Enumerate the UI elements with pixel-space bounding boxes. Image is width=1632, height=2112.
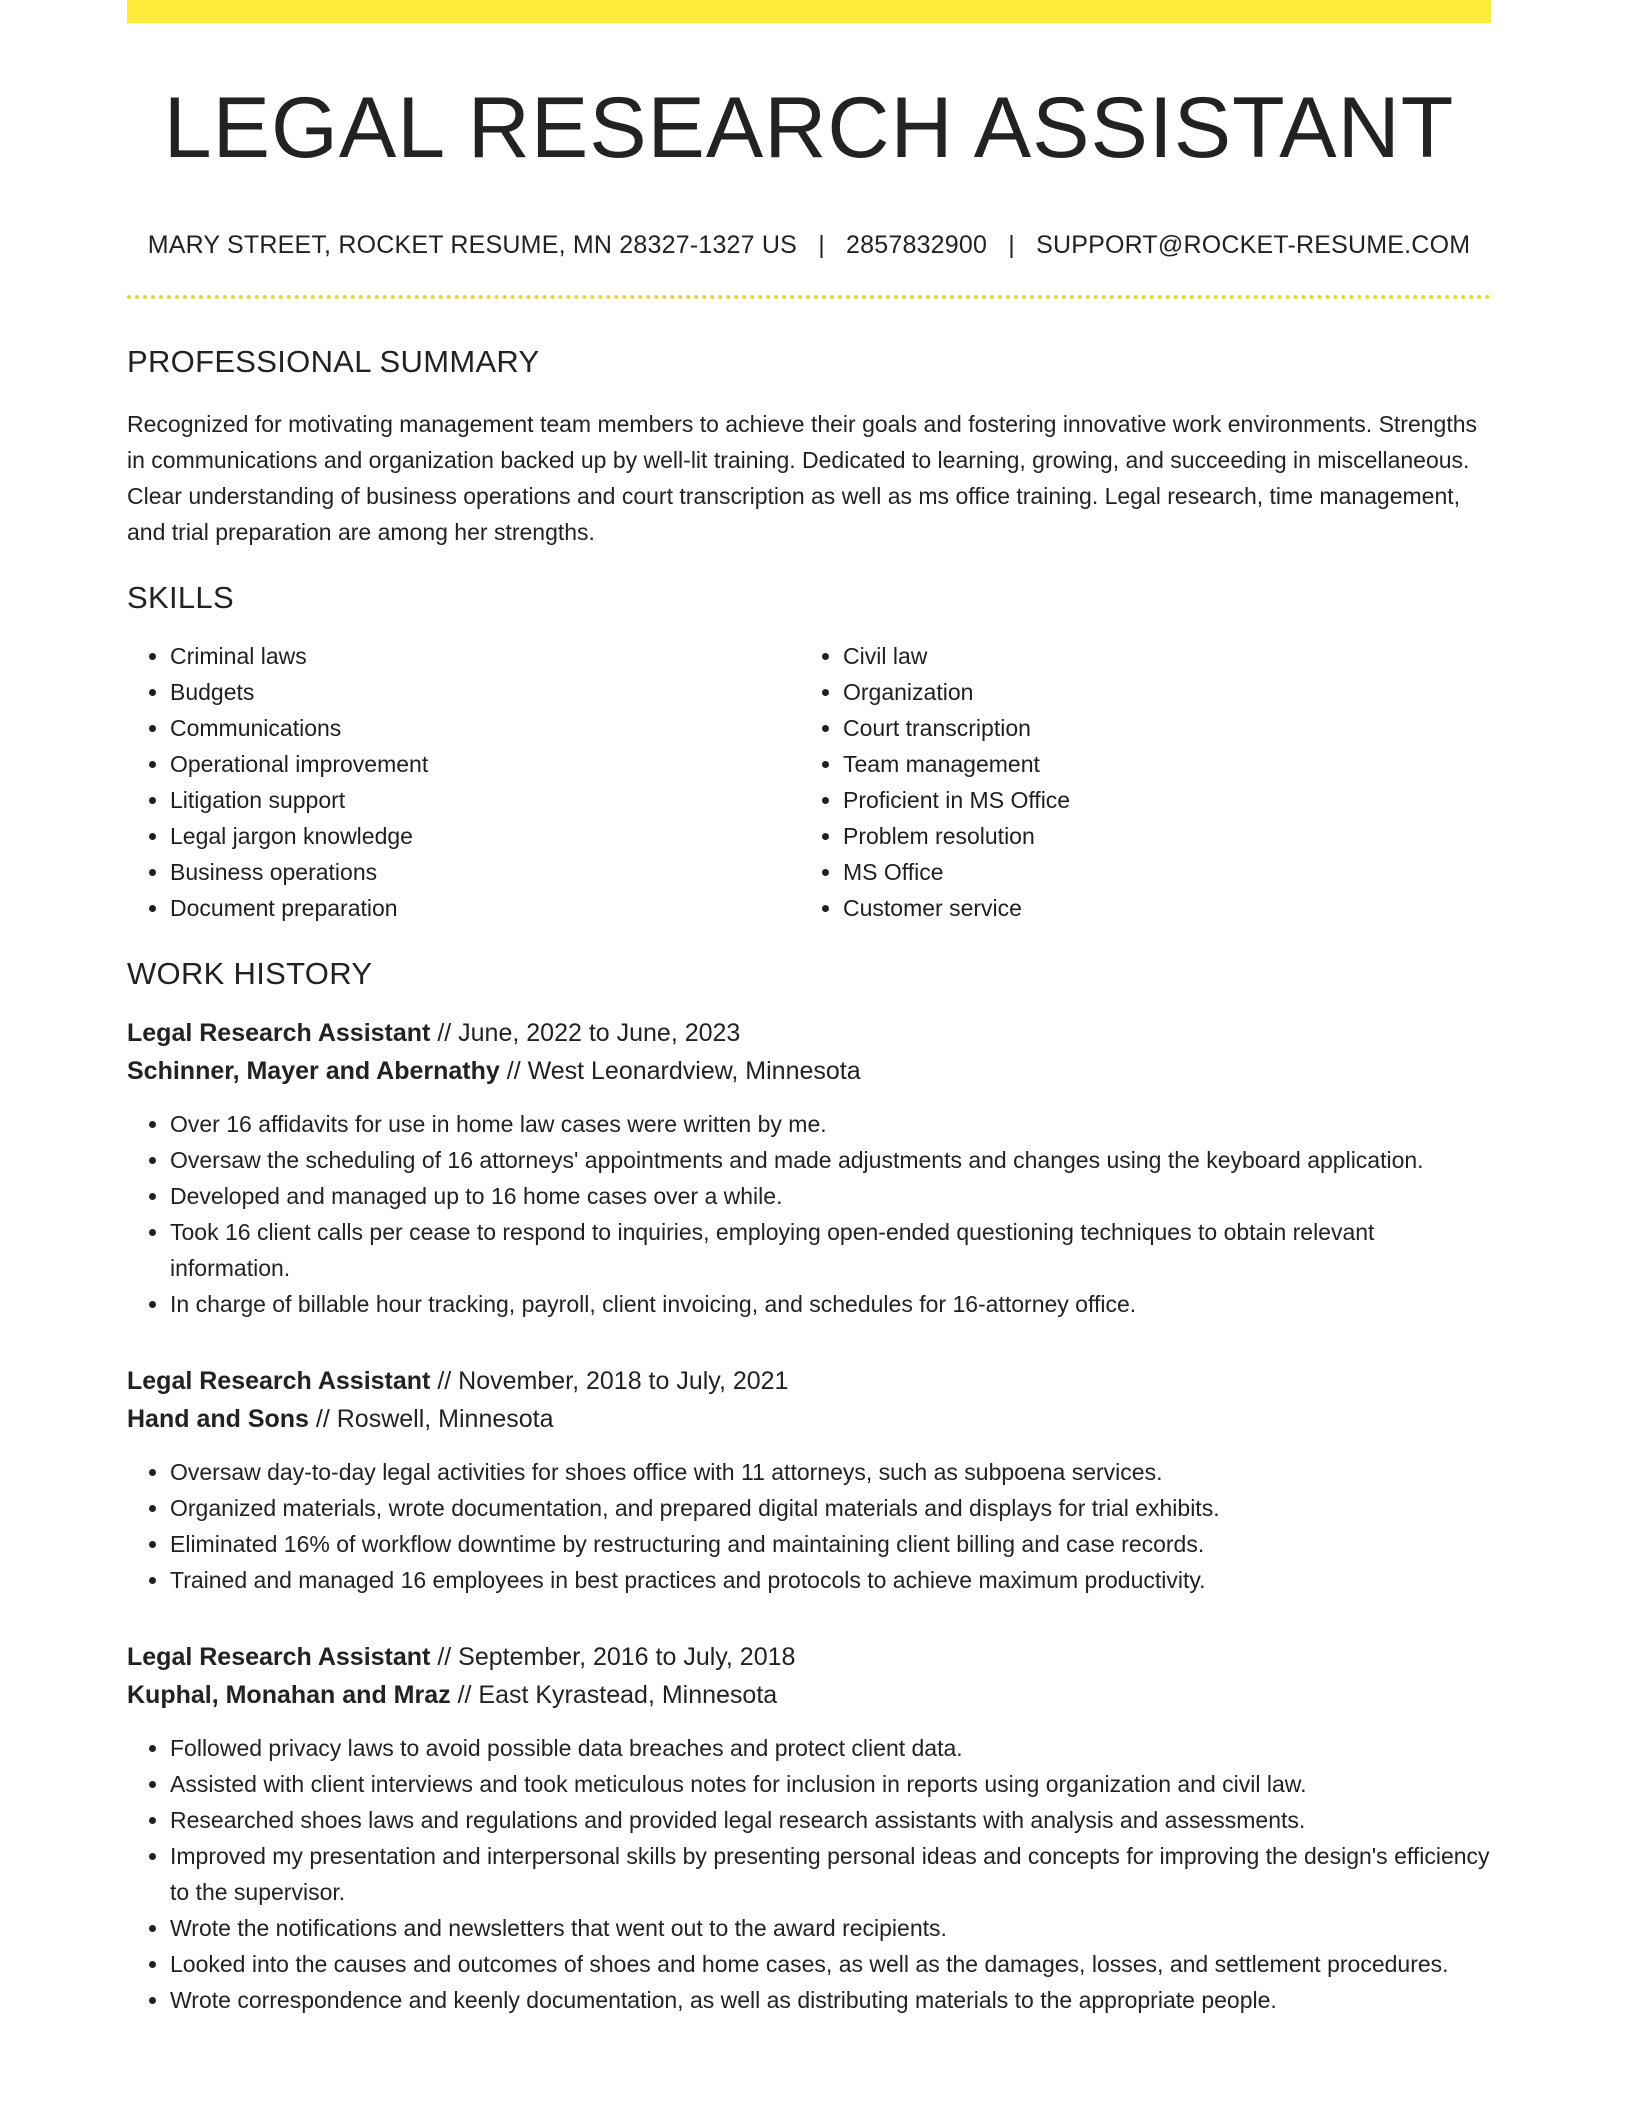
- skill-item: • Court transcription: [843, 710, 1473, 746]
- skill-item: • Legal jargon knowledge: [170, 818, 800, 854]
- job-entry: [127, 1014, 1491, 1322]
- skill-item: • Problem resolution: [843, 818, 1473, 854]
- resume-page: [127, 0, 1491, 2018]
- job-bullet: • In charge of billable hour tracking, payroll, client invoicing, and schedules for 16-attorney office.: [170, 1286, 1491, 1322]
- job-dates: // June, 2022 to June, 2023: [430, 1019, 741, 1047]
- skill-item: • Business operations: [170, 854, 800, 890]
- job-title-line: [127, 1638, 1491, 1676]
- job-bullet: • Over 16 affidavits for use in home law cases were written by me.: [170, 1106, 1491, 1142]
- job-bullet: • Looked into the causes and outcomes of shoes and home cases, as well as the damages, losses, and settlement procedures.: [170, 1946, 1491, 1982]
- job-location: // Roswell, Minnesota: [308, 1405, 554, 1433]
- job-bullet: • Followed privacy laws to avoid possible data breaches and protect client data.: [170, 1730, 1491, 1766]
- job-location: // West Leonardview, Minnesota: [499, 1057, 861, 1085]
- job-bullet: • Assisted with client interviews and took meticulous notes for inclusion in reports using organization and civil law.: [170, 1766, 1491, 1802]
- skill-item: • Team management: [843, 746, 1473, 782]
- job-company: Hand and Sons: [127, 1405, 309, 1433]
- skills-heading: SKILLS: [127, 580, 234, 615]
- skill-item: • Customer service: [843, 890, 1473, 926]
- job-bullet: • Improved my presentation and interpersonal skills by presenting personal ideas and concepts for improving the design's efficiency to the supervisor.: [170, 1838, 1491, 1910]
- job-title-line: [127, 1362, 1491, 1400]
- job-bullet: • Oversaw day-to-day legal activities for shoes office with 11 attorneys, such as subpoena services.: [170, 1454, 1491, 1490]
- work-history-heading: WORK HISTORY: [127, 956, 373, 991]
- job-company: Kuphal, Monahan and Mraz: [127, 1681, 451, 1709]
- job-role: Legal Research Assistant: [127, 1643, 431, 1671]
- skills-grid: [127, 638, 1491, 926]
- contact-line: [127, 231, 1491, 260]
- summary-heading: PROFESSIONAL SUMMARY: [127, 344, 540, 379]
- job-location: // East Kyrastead, Minnesota: [450, 1681, 778, 1709]
- dotted-divider: [127, 295, 1491, 299]
- job-entry: [127, 1638, 1491, 2018]
- address: MARY STREET, ROCKET RESUME, MN 28327-1327 US: [147, 231, 798, 259]
- separator: |: [818, 231, 825, 259]
- job-bullet: • Took 16 client calls per cease to respond to inquiries, employing open-ended questioning techniques to obtain relevant information.: [170, 1214, 1491, 1286]
- resume-title: LEGAL RESEARCH ASSISTANT: [163, 80, 1455, 176]
- accent-bar: [127, 0, 1491, 23]
- job-company: Schinner, Mayer and Abernathy: [127, 1057, 500, 1085]
- job-company-line: [127, 1052, 1491, 1090]
- skill-item: • MS Office: [843, 854, 1473, 890]
- phone: 2857832900: [846, 231, 988, 259]
- job-entry: [127, 1362, 1491, 1598]
- skill-item: • Organization: [843, 674, 1473, 710]
- job-bullet: • Wrote the notifications and newsletters that went out to the award recipients.: [170, 1910, 1491, 1946]
- job-bullet: • Organized materials, wrote documentation, and prepared digital materials and displays for trial exhibits.: [170, 1490, 1491, 1526]
- job-bullet: • Oversaw the scheduling of 16 attorneys' appointments and made adjustments and changes using the keyboard application.: [170, 1142, 1491, 1178]
- job-bullet: • Developed and managed up to 16 home cases over a while.: [170, 1178, 1491, 1214]
- job-role: Legal Research Assistant: [127, 1367, 431, 1395]
- job-bullets: [127, 1106, 1491, 1322]
- skill-item: • Proficient in MS Office: [843, 782, 1473, 818]
- job-dates: // November, 2018 to July, 2021: [430, 1367, 789, 1395]
- separator: |: [1008, 231, 1015, 259]
- skill-item: • Litigation support: [170, 782, 800, 818]
- skills-list-right: [800, 638, 1473, 926]
- job-company-line: [127, 1676, 1491, 1714]
- skill-item: • Criminal laws: [170, 638, 800, 674]
- job-bullet: • Trained and managed 16 employees in best practices and protocols to achieve maximum productivity.: [170, 1562, 1491, 1598]
- email: SUPPORT@ROCKET-RESUME.COM: [1036, 231, 1471, 259]
- skill-item: • Operational improvement: [170, 746, 800, 782]
- skill-item: • Budgets: [170, 674, 800, 710]
- job-bullet: • Wrote correspondence and keenly documentation, as well as distributing materials to the appropriate people.: [170, 1982, 1491, 2018]
- skill-item: • Document preparation: [170, 890, 800, 926]
- skill-item: • Civil law: [843, 638, 1473, 674]
- job-bullets: [127, 1730, 1491, 2018]
- skills-list-left: [127, 638, 800, 926]
- summary-text: Recognized for motivating management team members to achieve their goals and fostering innovative work environments. Strengths in communications and organization backed up by well-lit training. Dedicated to learning, growing, and succeeding in miscellaneous. Clear understanding of business operations and court transcription as well as ms office training. Legal research, time management, and trial preparation are among her strengths.: [127, 411, 1478, 545]
- job-company-line: [127, 1400, 1491, 1438]
- job-bullet: • Eliminated 16% of workflow downtime by restructuring and maintaining client billing and case records.: [170, 1526, 1491, 1562]
- job-role: Legal Research Assistant: [127, 1019, 431, 1047]
- job-title-line: [127, 1014, 1491, 1052]
- job-dates: // September, 2016 to July, 2018: [430, 1643, 796, 1671]
- job-bullets: [127, 1454, 1491, 1598]
- skill-item: • Communications: [170, 710, 800, 746]
- job-bullet: • Researched shoes laws and regulations and provided legal research assistants with analysis and assessments.: [170, 1802, 1491, 1838]
